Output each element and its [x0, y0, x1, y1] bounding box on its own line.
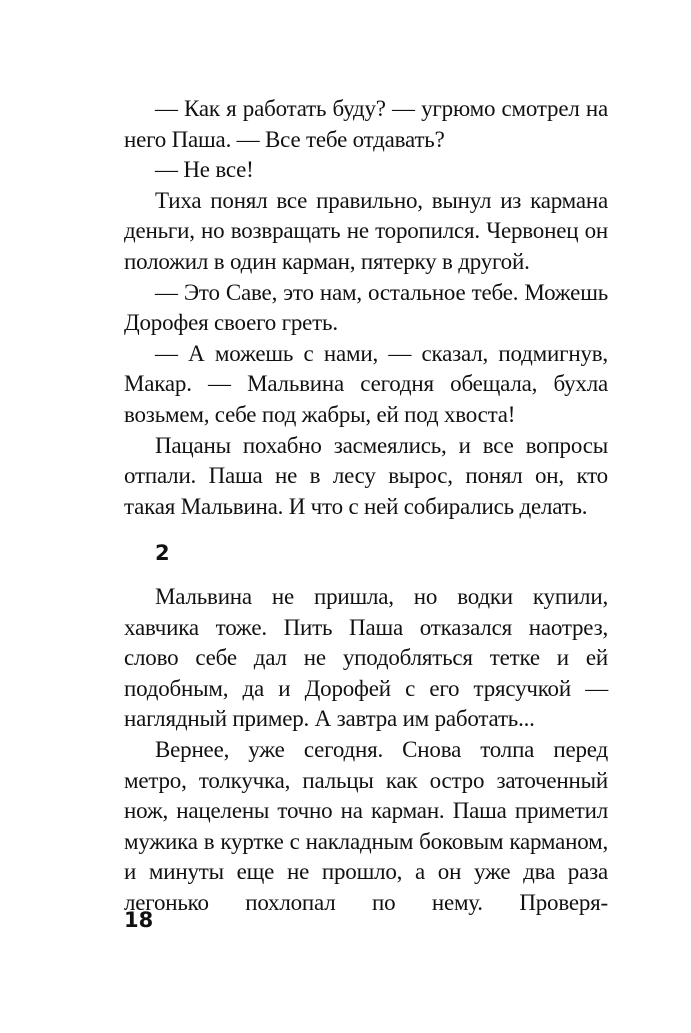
- page-number: 18: [124, 908, 154, 932]
- paragraph: Тиха понял все правильно, вынул из кармана деньги, но возвращать не торопился. Червонец он положил в один карман, пятерку в другой.: [124, 187, 608, 274]
- paragraph: Пацаны похабно засмеялись, и все вопросы отпали. Паша не в лесу вырос, понял он, кто такая Мальвина. И что с ней собирались делать.: [124, 432, 608, 519]
- paragraph: — Это Саве, это нам, остальное тебе. Можешь Дорофея своего греть.: [124, 279, 608, 336]
- paragraph: Мальвина не пришла, но водки купили, хавчика тоже. Пить Паша отказался наотрез, слово себе дал не уподобляться тетке и ей подобным, да и Дорофей с его трясучкой — наглядный пример. А завтра им работать...: [124, 584, 608, 732]
- paragraph: Вернее, уже сегодня. Снова толпа перед метро, толкучка, пальцы как остро заточенный нож, нацелены точно на карман. Паша приметил мужика в куртке с накладным боковым карманом, и минуты еще не прошло, а он уже два раза легонько похлопал по нему. Проверя-: [124, 736, 608, 915]
- paragraph: — Как я работать буду? — угрюмо смотрел на него Паша. — Все тебе отдавать?: [124, 96, 608, 152]
- text-section-one: [124, 94, 608, 522]
- text-section-two: [124, 582, 608, 919]
- chapter-number: 2: [155, 541, 170, 565]
- paragraph: — Не все!: [155, 157, 254, 183]
- paragraph: — А можешь с нами, — сказал, подмигнув, Макар. — Мальвина сегодня обещала, бухла возьмем, себе под жабры, ей под хвоста!: [124, 340, 608, 427]
